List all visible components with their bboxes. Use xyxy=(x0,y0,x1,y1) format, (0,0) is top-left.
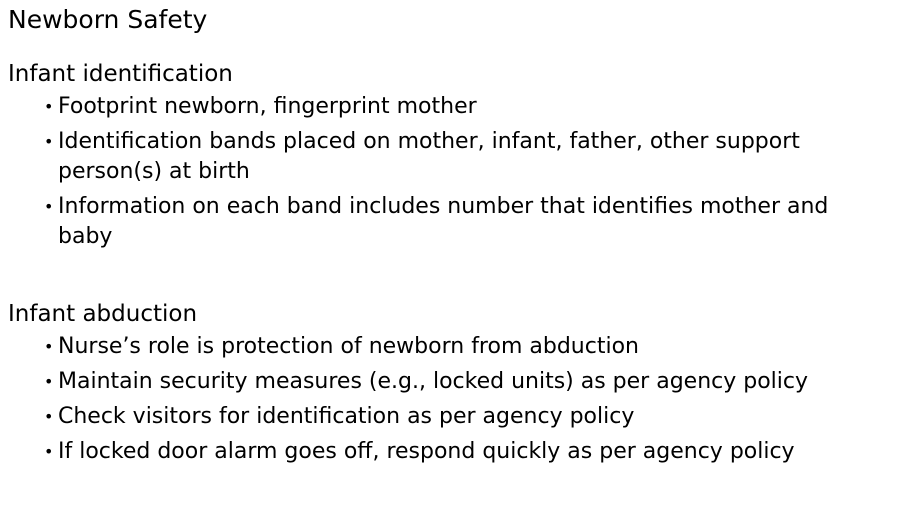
section-heading: Infant abduction xyxy=(8,301,198,327)
bullet-icon: • xyxy=(44,372,54,391)
bullet-icon: • xyxy=(44,197,54,216)
list-item-text: Nurse’s role is protection of newborn from abduction xyxy=(58,334,639,359)
list-item-text: If locked door alarm goes off, respond quickly as per agency policy xyxy=(58,439,795,464)
list-item-text: Identification bands placed on mother, infant, father, other support person(s) at birth xyxy=(58,129,800,184)
list-item-text: Maintain security measures (e.g., locked units) as per agency policy xyxy=(58,369,809,394)
list-item-text: Information on each band includes number that identifies mother and baby xyxy=(58,194,829,249)
bullet-icon: • xyxy=(44,337,54,356)
slide-title: Newborn Safety xyxy=(8,5,208,34)
bullet-list xyxy=(8,92,888,252)
list-item xyxy=(44,367,888,397)
bullet-icon: • xyxy=(44,97,54,116)
list-item xyxy=(44,402,888,432)
list-item xyxy=(44,127,888,187)
list-item-text: Footprint newborn, fingerprint mother xyxy=(58,94,477,119)
list-item xyxy=(44,332,888,362)
section-heading: Infant identification xyxy=(8,61,233,87)
section-infant-abduction xyxy=(8,299,888,472)
bullet-icon: • xyxy=(44,442,54,461)
section-infant-identification xyxy=(8,59,888,257)
bullet-icon: • xyxy=(44,407,54,426)
bullet-list xyxy=(8,332,888,467)
list-item xyxy=(44,92,888,122)
bullet-icon: • xyxy=(44,132,54,151)
list-item xyxy=(44,192,888,252)
list-item-text: Check visitors for identification as per agency policy xyxy=(58,404,635,429)
list-item xyxy=(44,437,888,467)
